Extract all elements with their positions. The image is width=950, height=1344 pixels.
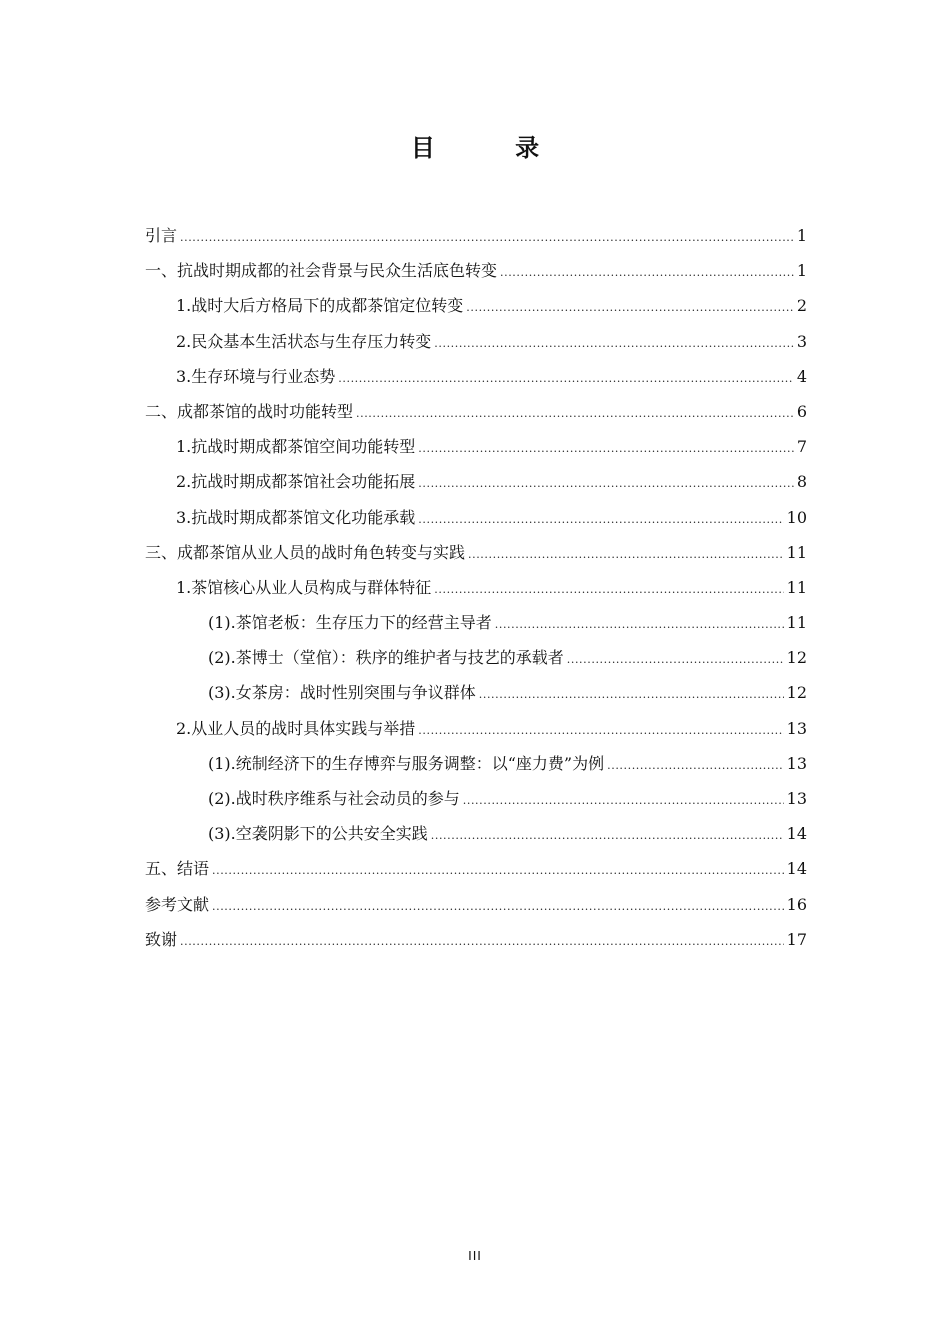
toc-dot-leader: [180, 924, 784, 959]
page-title: 目 录: [410, 134, 576, 162]
toc-entry[interactable]: [145, 288, 807, 323]
toc-dot-leader: [212, 853, 784, 888]
toc-entry[interactable]: [145, 464, 807, 499]
toc-entry-page-number: 7: [796, 437, 807, 457]
toc-entry-title: (3).女茶房：战时性别突围与争议群体: [208, 683, 476, 703]
toc-entry[interactable]: [145, 675, 807, 710]
toc-entry-page-number: 17: [786, 929, 807, 949]
footer-page-number: III: [468, 1248, 482, 1263]
toc-entry-page-number: 11: [786, 577, 807, 597]
toc-dot-leader: [418, 713, 783, 748]
toc-dot-leader: [434, 572, 783, 607]
toc-dot-leader: [434, 326, 794, 361]
toc-dot-leader: [567, 642, 784, 677]
toc-entry-title: 2.抗战时期成都茶馆社会功能拓展: [176, 472, 416, 492]
toc-entry[interactable]: [145, 394, 807, 429]
toc-entry[interactable]: [145, 711, 807, 746]
toc-entry-page-number: 1: [796, 261, 807, 281]
toc-entry[interactable]: [145, 359, 807, 394]
toc-entry-page-number: 12: [786, 648, 807, 668]
toc-entry[interactable]: [145, 500, 807, 535]
toc-entry-title: 致谢: [145, 929, 178, 949]
toc-entry-page-number: 10: [786, 507, 807, 527]
toc-entry-page-number: 1: [796, 226, 807, 245]
toc-entry-page-number: 3: [796, 331, 807, 351]
toc-entry-page-number: 12: [786, 683, 807, 703]
toc-entry-title: 3.抗战时期成都茶馆文化功能承载: [176, 507, 416, 527]
toc-entry-title: (2).战时秩序维系与社会动员的参与: [208, 789, 460, 808]
toc-entry-title: (1).统制经济下的生存博弈与服务调整：以“座力费”为例: [208, 753, 605, 773]
toc-entry[interactable]: [145, 746, 807, 781]
toc-entry-title: 1.抗战时期成都茶馆空间功能转型: [176, 437, 416, 457]
toc-entry-page-number: 14: [786, 859, 807, 879]
toc-dot-leader: [212, 889, 784, 924]
toc-entry-title: 五、结语: [145, 859, 210, 879]
toc-entry-page-number: 8: [796, 472, 807, 492]
toc-dot-leader: [500, 255, 794, 290]
toc-entry[interactable]: [145, 640, 807, 675]
toc-entry-title: (2).茶博士（堂倌）：秩序的维护者与技艺的承载者: [208, 648, 564, 668]
toc-dot-leader: [479, 677, 784, 712]
toc-entry-title: 引言: [145, 226, 178, 245]
toc-entry-page-number: 16: [786, 894, 807, 914]
toc-dot-leader: [431, 818, 784, 853]
toc-entry-title: (1).茶馆老板：生存压力下的经营主导者: [208, 613, 492, 633]
toc-entry-page-number: 13: [786, 753, 807, 773]
toc-entry[interactable]: [145, 851, 807, 886]
toc-entry[interactable]: [145, 535, 807, 570]
toc-entry-page-number: 2: [796, 296, 807, 316]
toc-entry-title: (3).空袭阴影下的公共安全实践: [208, 824, 428, 844]
toc-entry[interactable]: [145, 922, 807, 957]
toc-entry-title: 3.生存环境与行业态势: [176, 366, 336, 386]
toc-entry[interactable]: [145, 570, 807, 605]
toc-entry[interactable]: [145, 253, 807, 288]
toc-entry-title: 2.从业人员的战时具体实践与举措: [176, 718, 416, 738]
toc-entry-title: 一、抗战时期成都的社会背景与民众生活底色转变: [145, 261, 498, 281]
toc-entry-title: 三、成都茶馆从业人员的战时角色转变与实践: [145, 542, 466, 562]
toc-entry-page-number: 14: [786, 824, 807, 844]
toc-dot-leader: [607, 748, 784, 783]
toc-entry-page-number: 4: [796, 366, 807, 386]
toc-entry[interactable]: [145, 324, 807, 359]
toc-entry[interactable]: [145, 605, 807, 640]
toc-dot-leader: [338, 361, 794, 396]
toc-entry-title: 1.茶馆核心从业人员构成与群体特征: [176, 577, 432, 597]
toc-dot-leader: [463, 783, 784, 818]
toc-entry[interactable]: [145, 887, 807, 922]
toc-dot-leader: [466, 290, 794, 325]
toc-entry[interactable]: [145, 429, 807, 464]
toc-entry-page-number: 13: [786, 718, 807, 738]
toc-dot-leader: [356, 396, 794, 431]
toc-dot-leader: [495, 607, 784, 642]
toc-entry[interactable]: [145, 218, 807, 253]
toc-entry-page-number: 6: [796, 401, 807, 421]
toc-entry-page-number: 11: [786, 542, 807, 562]
toc-dot-leader: [468, 537, 784, 572]
toc-dot-leader: [418, 466, 794, 501]
toc-dot-leader: [418, 431, 794, 466]
toc-entry-title: 参考文献: [145, 894, 210, 914]
toc-dot-leader: [418, 502, 783, 537]
table-of-contents: [145, 218, 807, 957]
toc-entry-title: 二、成都茶馆的战时功能转型: [145, 401, 354, 421]
toc-entry[interactable]: [145, 816, 807, 851]
toc-entry-page-number: 13: [786, 789, 807, 808]
toc-entry-page-number: 11: [786, 613, 807, 633]
toc-entry[interactable]: [145, 781, 807, 816]
toc-entry-title: 1.战时大后方格局下的成都茶馆定位转变: [176, 296, 464, 316]
toc-entry-title: 2.民众基本生活状态与生存压力转变: [176, 331, 432, 351]
toc-dot-leader: [180, 220, 794, 255]
